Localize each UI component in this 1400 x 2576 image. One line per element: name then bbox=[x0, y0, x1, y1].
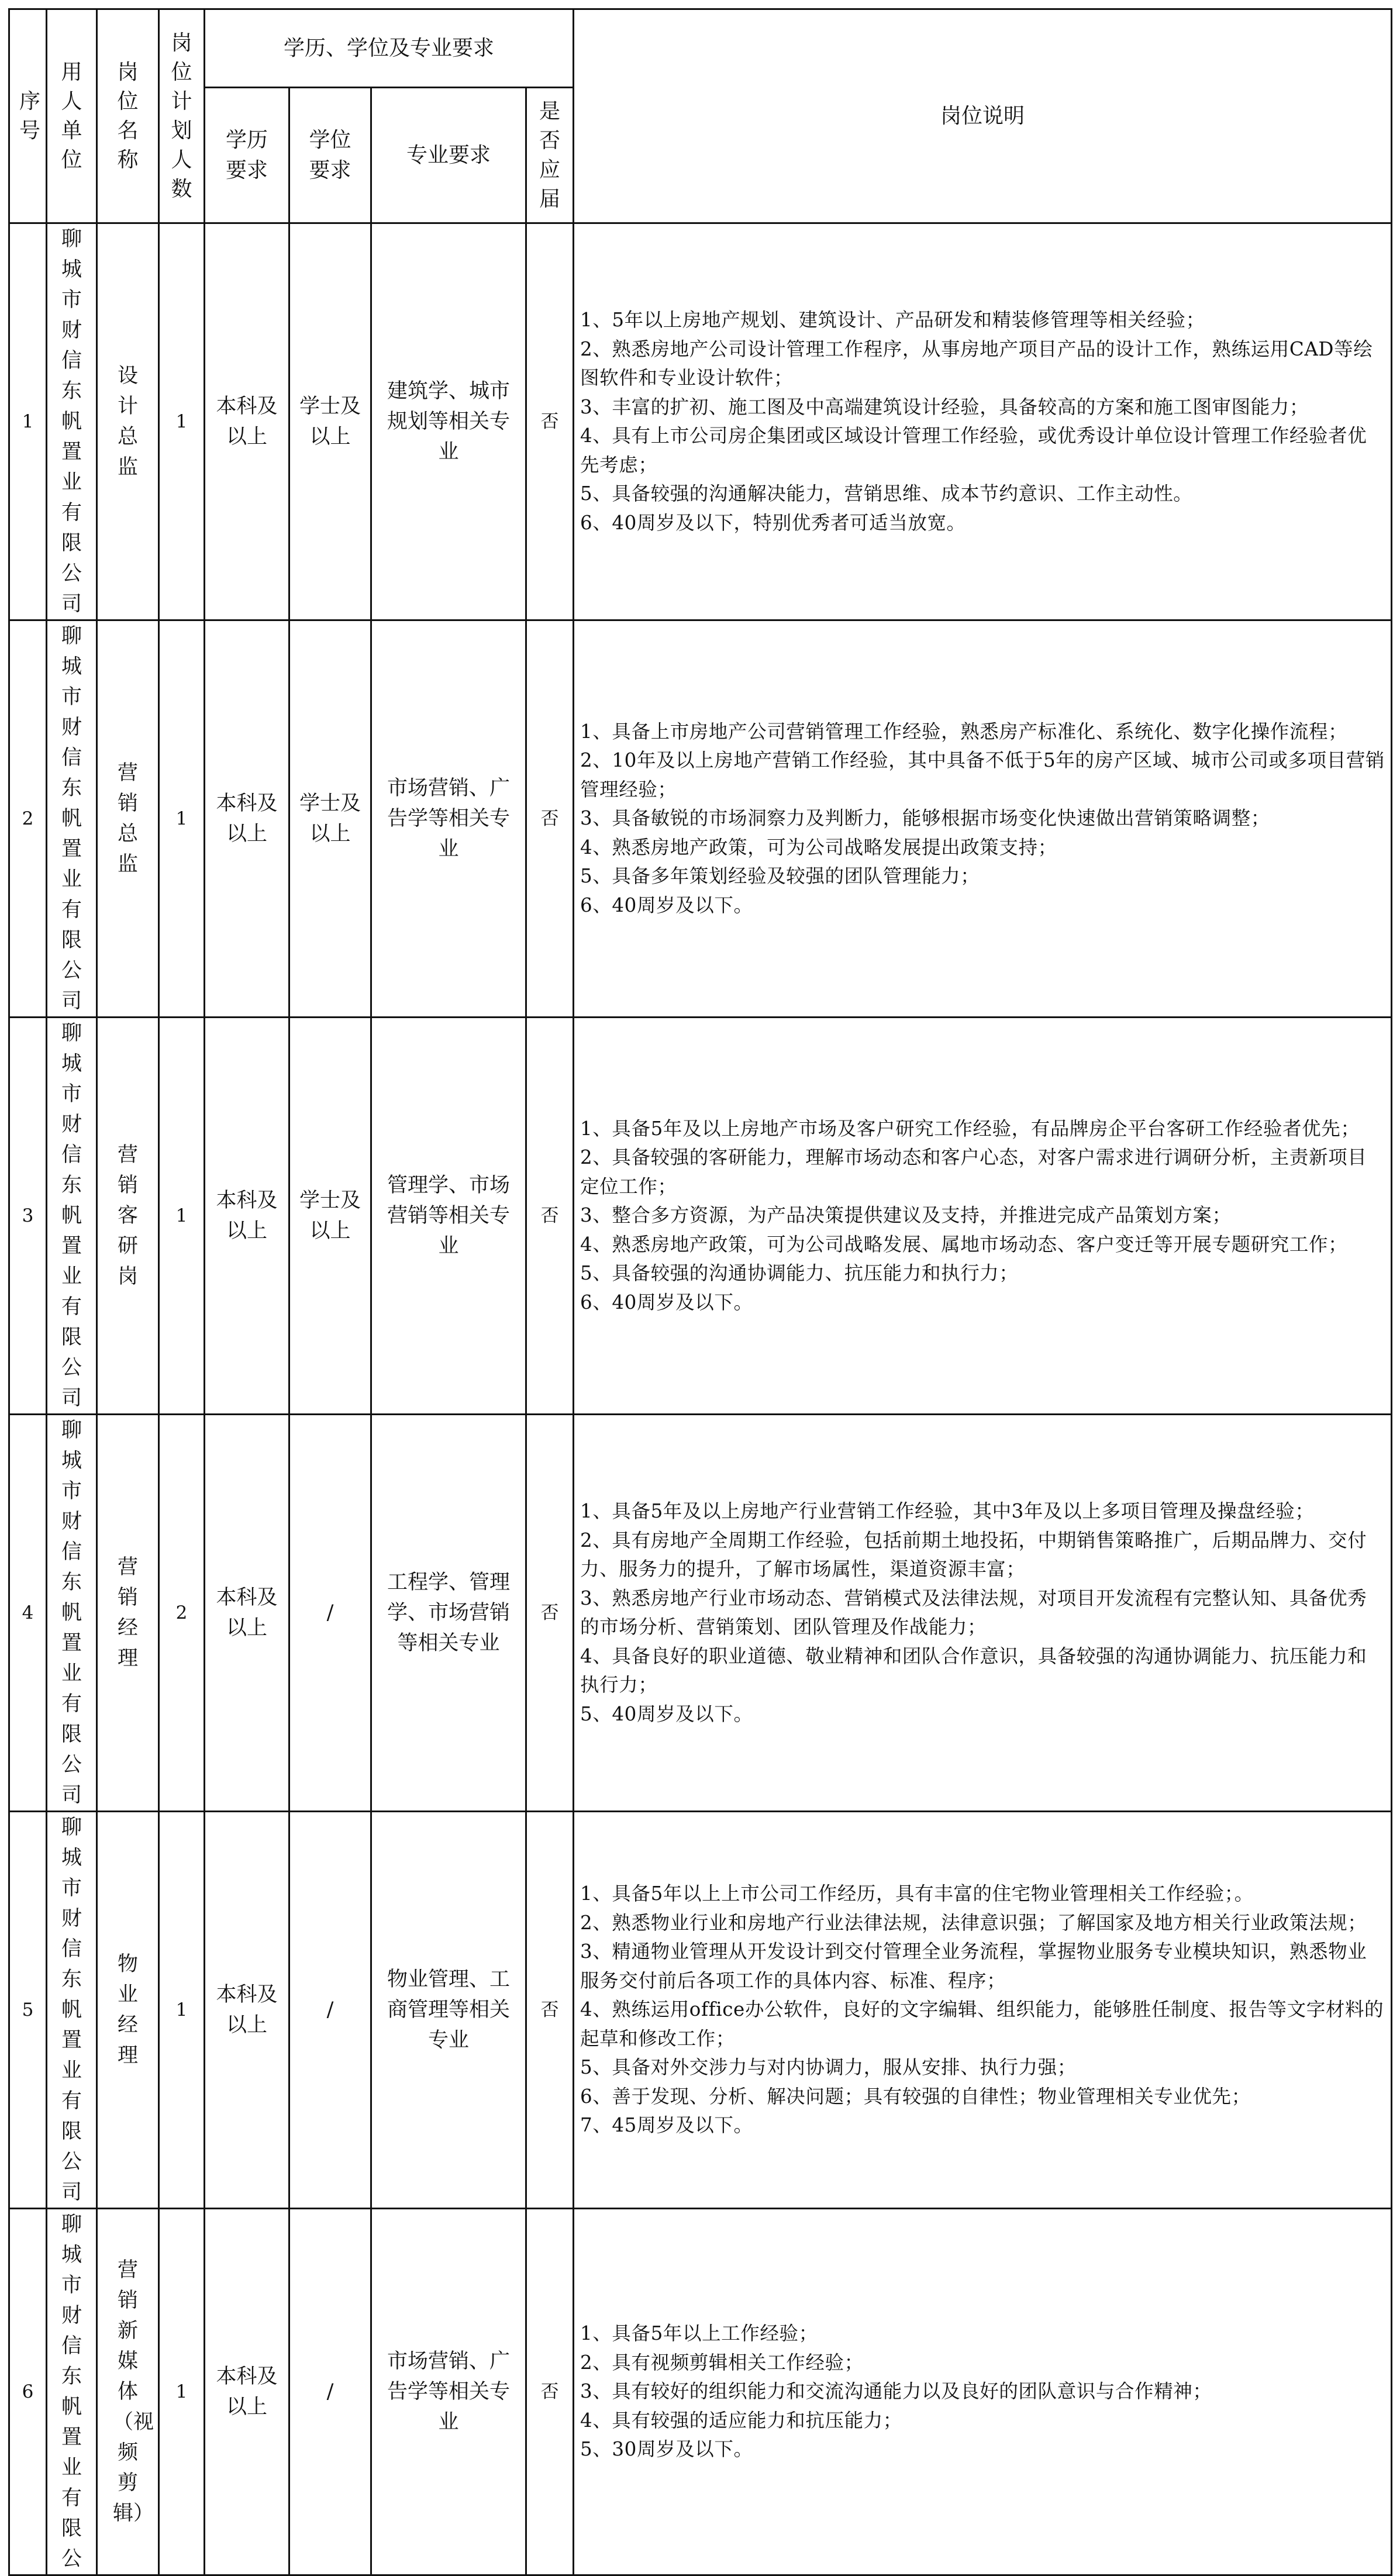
row-description bbox=[574, 223, 1392, 620]
recruitment-table bbox=[8, 8, 1392, 2576]
row-no: 5 bbox=[9, 1812, 47, 2209]
row-degree: / bbox=[289, 2209, 371, 2575]
header-degree: 学位要求 bbox=[289, 88, 371, 223]
description-item: 3、丰富的扩初、施工图及中高端建筑设计经验，具备较高的方案和施工图审图能力； bbox=[580, 395, 1309, 418]
row-description bbox=[574, 1415, 1392, 1812]
row-degree: 学士及以上 bbox=[289, 223, 371, 620]
row-fresh: 否 bbox=[526, 1415, 574, 1812]
description-item: 6、善于发现、分析、解决问题；具有较强的自律性；物业管理相关专业优先； bbox=[580, 2085, 1251, 2108]
header-position: 岗位名称 bbox=[97, 9, 159, 223]
description-item: 5、具备较强的沟通解决能力，营销思维、成本节约意识、工作主动性。 bbox=[580, 482, 1193, 505]
row-major: 管理学、市场营销等相关专业 bbox=[371, 1018, 526, 1415]
row-count: 1 bbox=[159, 2209, 205, 2575]
row-description bbox=[574, 1812, 1392, 2209]
row-unit: 聊城市财信东帆置业有限公 bbox=[47, 2209, 97, 2575]
description-item: 3、熟悉房地产行业市场动态、营销模式及法律法规，对项目开发流程有完整认知、具备优秀的市场分析、营销策划、团队管理及作战能力； bbox=[580, 1587, 1367, 1638]
description-item: 2、熟悉物业行业和房地产行业法律法规，法律意识强；了解国家及地方相关行业政策法规； bbox=[580, 1911, 1367, 1934]
description-item: 3、精通物业管理从开发设计到交付管理全业务流程，掌握物业服务专业模块知识，熟悉物业服务交付前后各项工作的具体内容、标准、程序； bbox=[580, 1940, 1367, 1992]
description-item: 2、10年及以上房地产营销工作经验，其中具备不低于5年的房产区域、城市公司或多项目营销管理经验； bbox=[580, 749, 1385, 801]
row-position: 营销客研岗 bbox=[97, 1018, 159, 1415]
row-unit: 聊城市财信东帆置业有限公司 bbox=[47, 223, 97, 620]
description-item: 4、具有较强的适应能力和抗压能力； bbox=[580, 2409, 902, 2432]
description-item: 1、5年以上房地产规划、建筑设计、产品研发和精装修管理等相关经验； bbox=[580, 309, 1205, 331]
row-fresh: 否 bbox=[526, 2209, 574, 2575]
description-item: 5、40周岁及以下。 bbox=[580, 1702, 753, 1725]
description-item: 1、具备5年及以上房地产行业营销工作经验，其中3年及以上多项目管理及操盘经验； bbox=[580, 1500, 1315, 1522]
row-education: 本科及以上 bbox=[205, 1018, 289, 1415]
row-count: 2 bbox=[159, 1415, 205, 1812]
description-item: 4、具有上市公司房企集团或区域设计管理工作经验，或优秀设计单位设计管理工作经验者优先考虑； bbox=[580, 425, 1367, 476]
row-fresh: 否 bbox=[526, 1812, 574, 2209]
row-education: 本科及以上 bbox=[205, 1812, 289, 2209]
row-position: 营销经理 bbox=[97, 1415, 159, 1812]
row-major: 市场营销、广告学等相关专业 bbox=[371, 620, 526, 1018]
row-fresh: 否 bbox=[526, 1018, 574, 1415]
description-item: 4、具备良好的职业道德、敬业精神和团队合作意识，具备较强的沟通协调能力、抗压能力和执行力； bbox=[580, 1644, 1367, 1696]
description-item: 4、熟练运用office办公软件，良好的文字编辑、组织能力，能够胜任制度、报告等文字材料的起草和修改工作； bbox=[580, 1998, 1384, 2050]
header-no: 序号 bbox=[9, 9, 47, 223]
description-item: 1、具备上市房地产公司营销管理工作经验，熟悉房产标准化、系统化、数字化操作流程； bbox=[580, 720, 1348, 743]
row-degree: 学士及以上 bbox=[289, 1018, 371, 1415]
row-unit: 聊城市财信东帆置业有限公司 bbox=[47, 1018, 97, 1415]
header-fresh-graduate: 是否应届 bbox=[526, 88, 574, 223]
row-major: 物业管理、工商管理等相关专业 bbox=[371, 1812, 526, 2209]
header-count: 岗位计划人数 bbox=[159, 9, 205, 223]
row-count: 1 bbox=[159, 620, 205, 1018]
row-no: 2 bbox=[9, 620, 47, 1018]
row-description bbox=[574, 1018, 1392, 1415]
description-item: 2、熟悉房地产公司设计管理工作程序，从事房地产项目产品的设计工作，熟练运用CAD等绘图软件和专业设计软件； bbox=[580, 337, 1373, 389]
description-item: 6、40周岁及以下。 bbox=[580, 1291, 753, 1313]
description-item: 5、具备较强的沟通协调能力、抗压能力和执行力； bbox=[580, 1262, 1019, 1285]
description-item: 7、45周岁及以下。 bbox=[580, 2114, 753, 2137]
description-item: 1、具备5年以上工作经验； bbox=[580, 2322, 818, 2345]
row-education: 本科及以上 bbox=[205, 1415, 289, 1812]
row-degree: 学士及以上 bbox=[289, 620, 371, 1018]
row-unit: 聊城市财信东帆置业有限公司 bbox=[47, 620, 97, 1018]
description-item: 4、熟悉房地产政策，可为公司战略发展提出政策支持； bbox=[580, 836, 1057, 858]
description-item: 3、具有较好的组织能力和交流沟通能力以及良好的团队意识与合作精神； bbox=[580, 2380, 1212, 2403]
description-item: 6、40周岁及以下，特别优秀者可适当放宽。 bbox=[580, 511, 966, 534]
row-count: 1 bbox=[159, 223, 205, 620]
header-education: 学历要求 bbox=[205, 88, 289, 223]
table-row bbox=[9, 1415, 1392, 1812]
row-education: 本科及以上 bbox=[205, 2209, 289, 2575]
row-unit: 聊城市财信东帆置业有限公司 bbox=[47, 1415, 97, 1812]
description-item: 1、具备5年及以上房地产市场及客户研究工作经验，有品牌房企平台客研工作经验者优先； bbox=[580, 1117, 1360, 1140]
description-item: 2、具有房地产全周期工作经验，包括前期土地投拓，中期销售策略推广，后期品牌力、交付力、服务力的提升，了解市场属性，渠道资源丰富； bbox=[580, 1529, 1367, 1580]
description-item: 5、30周岁及以下。 bbox=[580, 2438, 753, 2461]
table-row bbox=[9, 1812, 1392, 2209]
row-count: 1 bbox=[159, 1812, 205, 2209]
row-no: 1 bbox=[9, 223, 47, 620]
row-no: 3 bbox=[9, 1018, 47, 1415]
row-fresh: 否 bbox=[526, 223, 574, 620]
table-row bbox=[9, 1018, 1392, 1415]
description-item: 2、具备较强的客研能力，理解市场动态和客户心态，对客户需求进行调研分析，主责新项目定位工作； bbox=[580, 1146, 1367, 1198]
description-item: 2、具有视频剪辑相关工作经验； bbox=[580, 2351, 864, 2374]
description-item: 5、具备对外交涉力与对内协调力，服从安排、执行力强； bbox=[580, 2056, 1077, 2079]
header-unit: 用人单位 bbox=[47, 9, 97, 223]
table-row bbox=[9, 620, 1392, 1018]
row-major: 市场营销、广告学等相关专业 bbox=[371, 2209, 526, 2575]
row-fresh: 否 bbox=[526, 620, 574, 1018]
header-requirements-group: 学历、学位及专业要求 bbox=[205, 9, 574, 88]
row-major: 建筑学、城市规划等相关专业 bbox=[371, 223, 526, 620]
row-degree: / bbox=[289, 1812, 371, 2209]
description-item: 3、整合多方资源，为产品决策提供建议及支持，并推进完成产品策划方案； bbox=[580, 1204, 1232, 1227]
row-position: 设计总监 bbox=[97, 223, 159, 620]
row-position: 营销总监 bbox=[97, 620, 159, 1018]
row-major: 工程学、管理学、市场营销等相关专业 bbox=[371, 1415, 526, 1812]
row-no: 4 bbox=[9, 1415, 47, 1812]
header-major: 专业要求 bbox=[371, 88, 526, 223]
row-position: 营销新媒体（视频剪辑） bbox=[97, 2209, 159, 2575]
row-count: 1 bbox=[159, 1018, 205, 1415]
table-row bbox=[9, 2209, 1392, 2575]
table-row bbox=[9, 223, 1392, 620]
description-item: 6、40周岁及以下。 bbox=[580, 894, 753, 916]
header-description: 岗位说明 bbox=[574, 9, 1392, 223]
row-education: 本科及以上 bbox=[205, 620, 289, 1018]
row-description bbox=[574, 2209, 1392, 2575]
description-item: 5、具备多年策划经验及较强的团队管理能力； bbox=[580, 865, 980, 888]
description-item: 3、具备敏锐的市场洞察力及判断力，能够根据市场变化快速做出营销策略调整； bbox=[580, 807, 1270, 830]
row-degree: / bbox=[289, 1415, 371, 1812]
description-item: 4、熟悉房地产政策，可为公司战略发展、属地市场动态、客户变迁等开展专题研究工作； bbox=[580, 1233, 1348, 1256]
row-description bbox=[574, 620, 1392, 1018]
row-position: 物业经理 bbox=[97, 1812, 159, 2209]
row-unit: 聊城市财信东帆置业有限公司 bbox=[47, 1812, 97, 2209]
row-education: 本科及以上 bbox=[205, 223, 289, 620]
row-no: 6 bbox=[9, 2209, 47, 2575]
description-item: 1、具备5年以上上市公司工作经历，具有丰富的住宅物业管理相关工作经验；。 bbox=[580, 1882, 1254, 1905]
